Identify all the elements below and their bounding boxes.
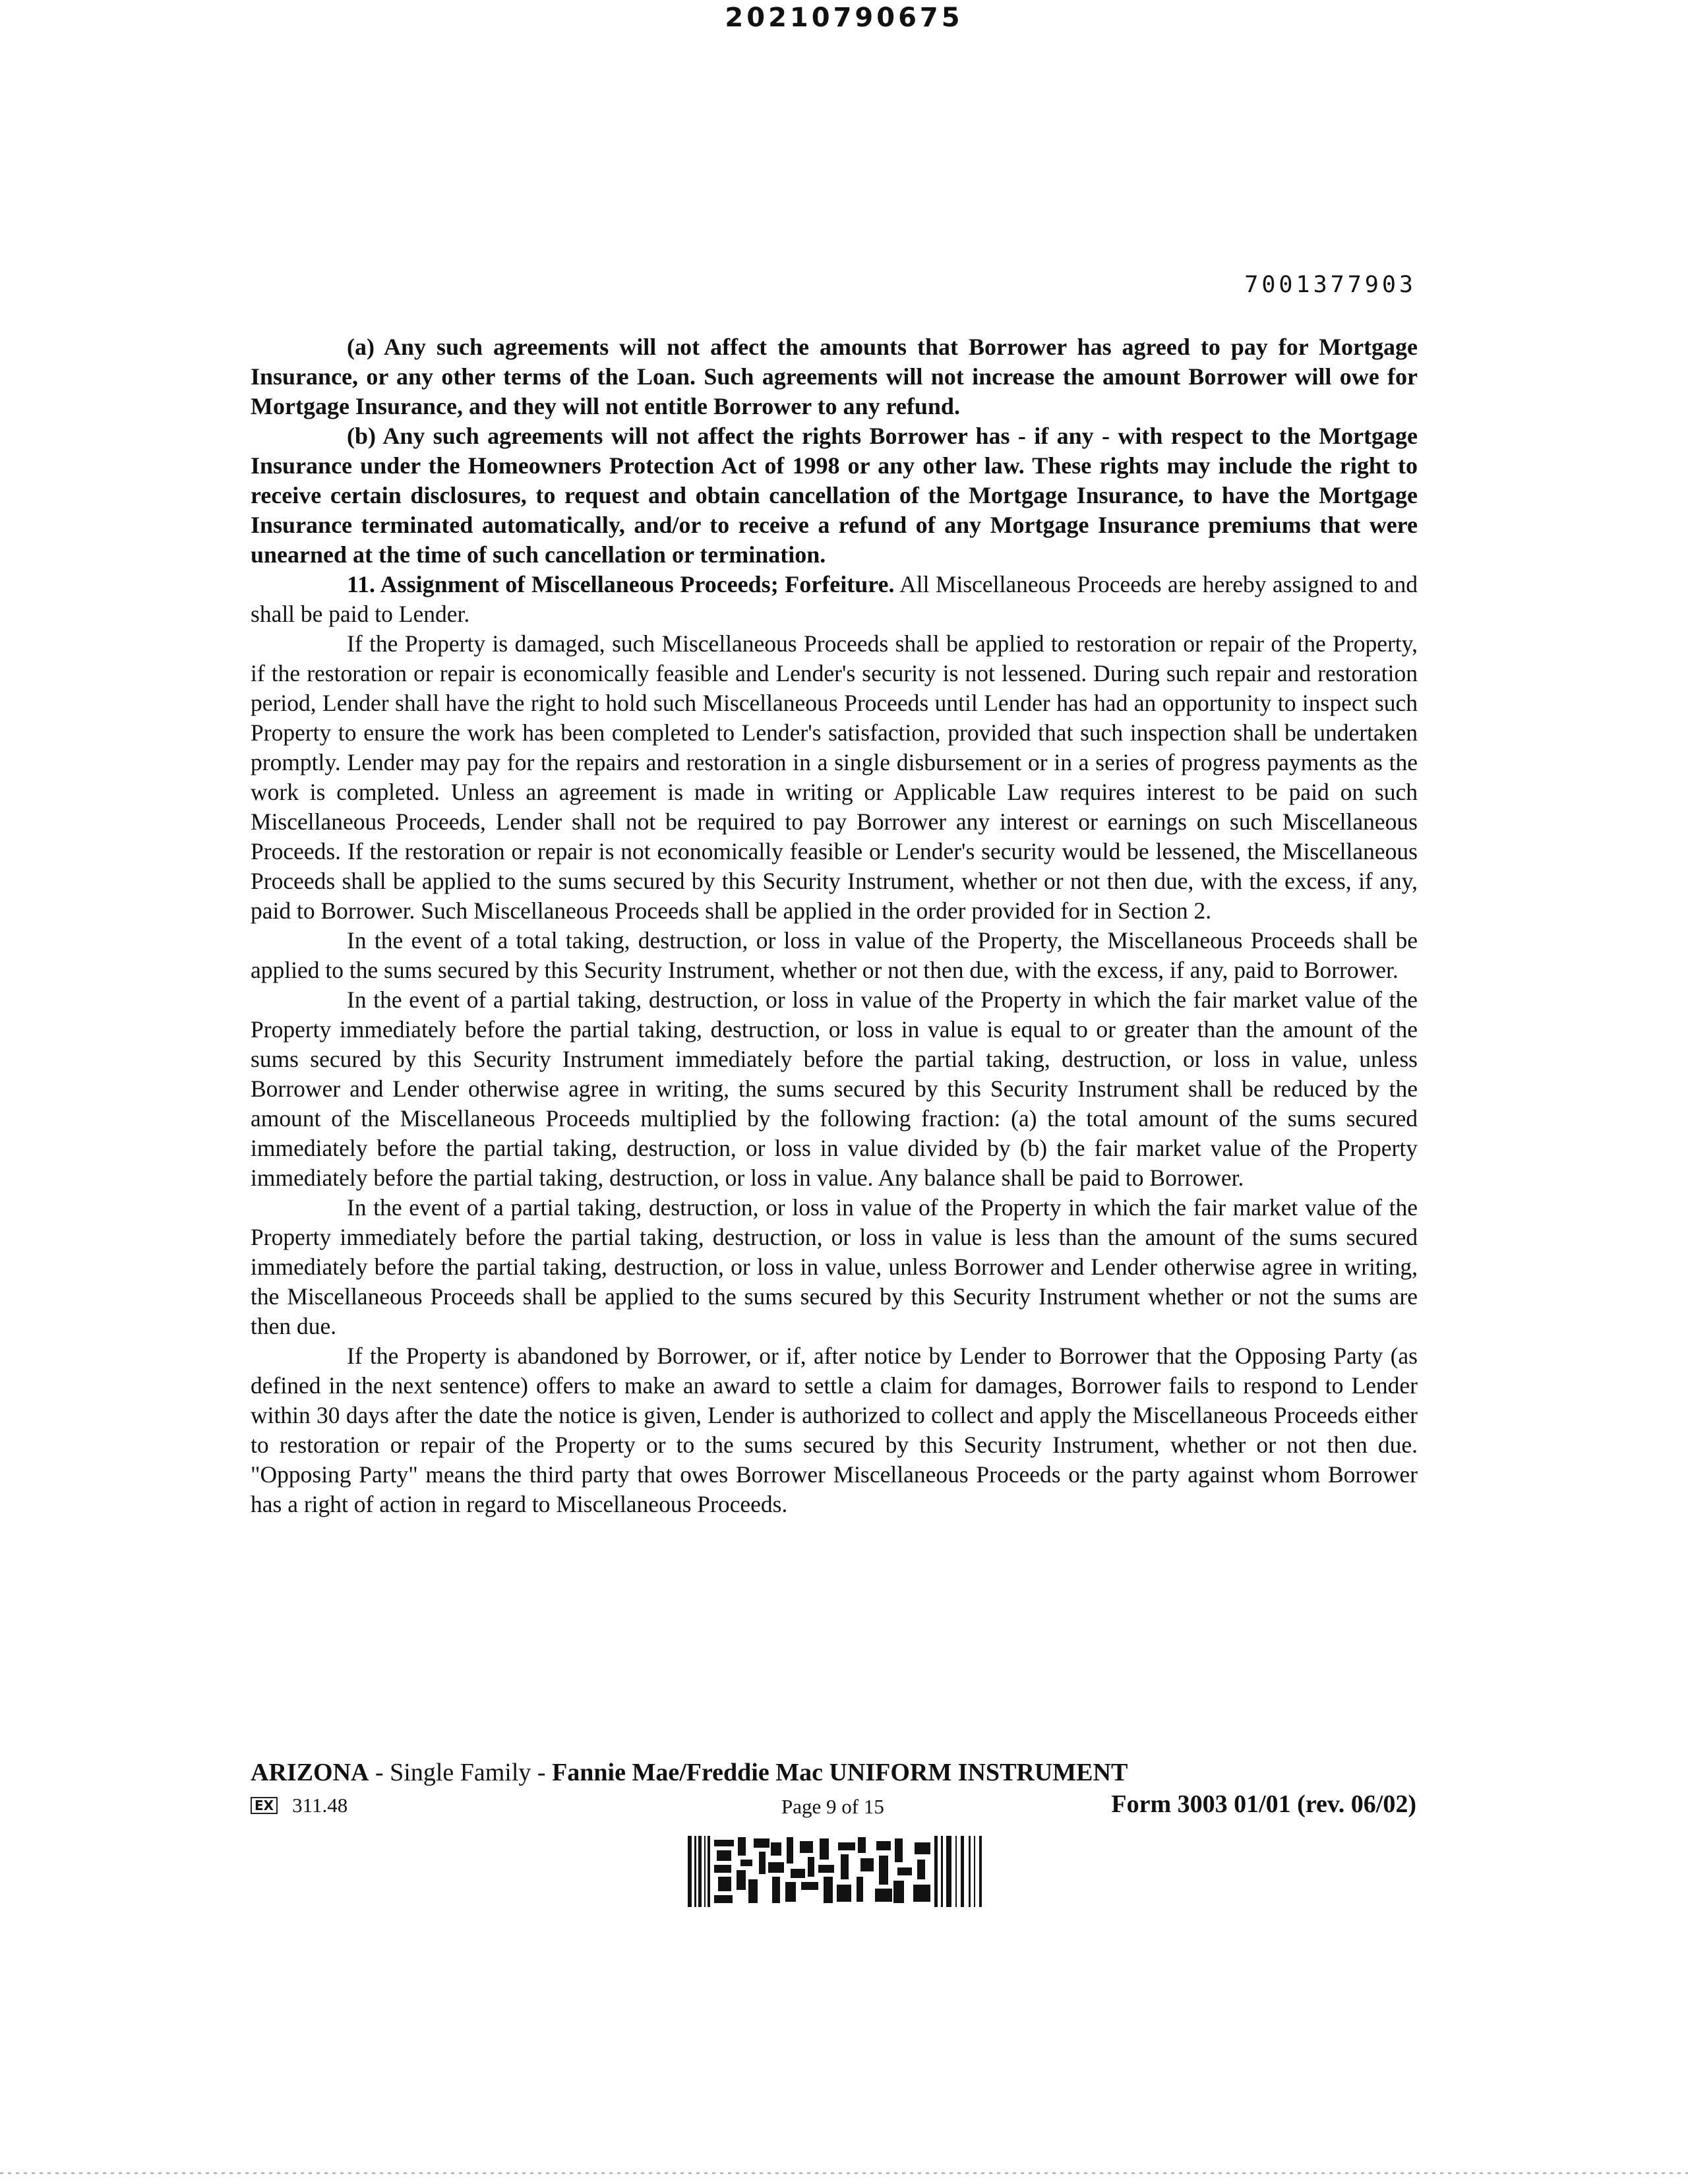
footer-separator: - — [369, 1759, 390, 1786]
section-11-text: All Miscellaneous Proceeds are hereby assigned to and shall be paid to Lender. — [251, 571, 1418, 627]
footer-form-title — [251, 1758, 1128, 1787]
footer-separator: - — [531, 1759, 553, 1786]
section-11-heading: 11. Assignment of Miscellaneous Proceeds; Forfeiture. — [347, 571, 895, 597]
footer-code: 311.48 — [292, 1794, 348, 1817]
footer-family: Single Family — [390, 1759, 531, 1786]
section-11 — [251, 570, 1418, 629]
ex-logo-icon: EX — [251, 1797, 278, 1814]
footer-code-block — [251, 1794, 347, 1817]
footer-instrument: Fannie Mae/Freddie Mac UNIFORM INSTRUMENT — [552, 1759, 1128, 1786]
form-number: Form 3003 01/01 (rev. 06/02) — [1111, 1790, 1416, 1818]
scan-edge-noise — [0, 2172, 1688, 2174]
barcode — [688, 1836, 982, 1907]
paragraph-b: (b) Any such agreements will not affect the rights Borrower has - if any - with respect to the Mortgage Insurance under the Homeowners Protection Act of 1998 or any other law. These rights may include the right to receive certain disclosures, to request and obtain cancellation of the Mortgage Insurance, to have the Mortgage Insurance terminated automatically, and/or to receive a refund of any Mortgage Insurance premiums that were unearned at the time of such cancellation or termination. — [251, 423, 1418, 568]
document-body — [251, 332, 1418, 1519]
paragraph-total-taking: In the event of a total taking, destruction, or loss in value of the Property, the Miscellaneous Proceeds shall be applied to the sums secured by this Security Instrument, whether or not then due, with the excess, if any, paid to Borrower. — [251, 927, 1418, 983]
recording-number: 20210790675 — [725, 3, 963, 33]
paragraph-abandoned: If the Property is abandoned by Borrower, or if, after notice by Lender to Borrower that the Opposing Party (as defined in the next sentence) offers to make an award to settle a claim for damages, Borrower fails to respond to Lender within 30 days after the date the notice is given, Lender is authorized to collect and apply the Miscellaneous Proceeds either to restoration or repair of the Property or to the sums secured by this Security Instrument, whether or not then due. "Opposing Party" means the third party that owes Borrower Miscellaneous Proceeds or the party against whom Borrower has a right of action in regard to Miscellaneous Proceeds. — [251, 1343, 1418, 1517]
paragraph-partial-greater: In the event of a partial taking, destruction, or loss in value of the Property in which the fair market value of the Property immediately before the partial taking, destruction, or loss in value is equal to or greater than the amount of the sums secured by this Security Instrument immediately before the partial taking, destruction, or loss in value, unless Borrower and Lender otherwise agree in writing, the sums secured by this Security Instrument shall be reduced by the amount of the Miscellaneous Proceeds multiplied by the following fraction: (a) the total amount of the sums secured immediately before the partial taking, destruction, or loss in value divided by (b) the fair market value of the Property immediately before the partial taking, destruction, or loss in value. Any balance shall be paid to Borrower. — [251, 986, 1418, 1191]
paragraph-a: (a) Any such agreements will not affect the amounts that Borrower has agreed to pay for Mortgage Insurance, or any other terms of the Loan. Such agreements will not increase the amount Borrower will owe for Mortgage Insurance, and they will not entitle Borrower to any refund. — [251, 334, 1418, 419]
footer-state: ARIZONA — [251, 1759, 369, 1786]
loan-number: 7001377903 — [1244, 272, 1416, 298]
paragraph-partial-less: In the event of a partial taking, destruction, or loss in value of the Property in which the fair market value of the Property immediately before the partial taking, destruction, or loss in value is less than the amount of the sums secured immediately before the partial taking, destruction, or loss in value, unless Borrower and Lender otherwise agree in writing, the Miscellaneous Proceeds shall be applied to the sums secured by this Security Instrument whether or not the sums are then due. — [251, 1194, 1418, 1339]
paragraph-damaged: If the Property is damaged, such Miscellaneous Proceeds shall be applied to restoration or repair of the Property, if the restoration or repair is economically feasible and Lender's security is not lessened. During such repair and restoration period, Lender shall have the right to hold such Miscellaneous Proceeds until Lender has had an opportunity to inspect such Property to ensure the work has been completed to Lender's satisfaction, provided that such inspection shall be undertaken promptly. Lender may pay for the repairs and restoration in a single disbursement or in a series of progress payments as the work is completed. Unless an agreement is made in writing or Applicable Law requires interest to be paid on such Miscellaneous Proceeds, Lender shall not be required to pay Borrower any interest or earnings on such Miscellaneous Proceeds. If the restoration or repair is not economically feasible or Lender's security would be lessened, the Miscellaneous Proceeds shall be applied to the sums secured by this Security Instrument, whether or not then due, with the excess, if any, paid to Borrower. Such Miscellaneous Proceeds shall be applied in the order provided for in Section 2. — [251, 630, 1418, 924]
page-number: Page 9 of 15 — [781, 1795, 884, 1818]
